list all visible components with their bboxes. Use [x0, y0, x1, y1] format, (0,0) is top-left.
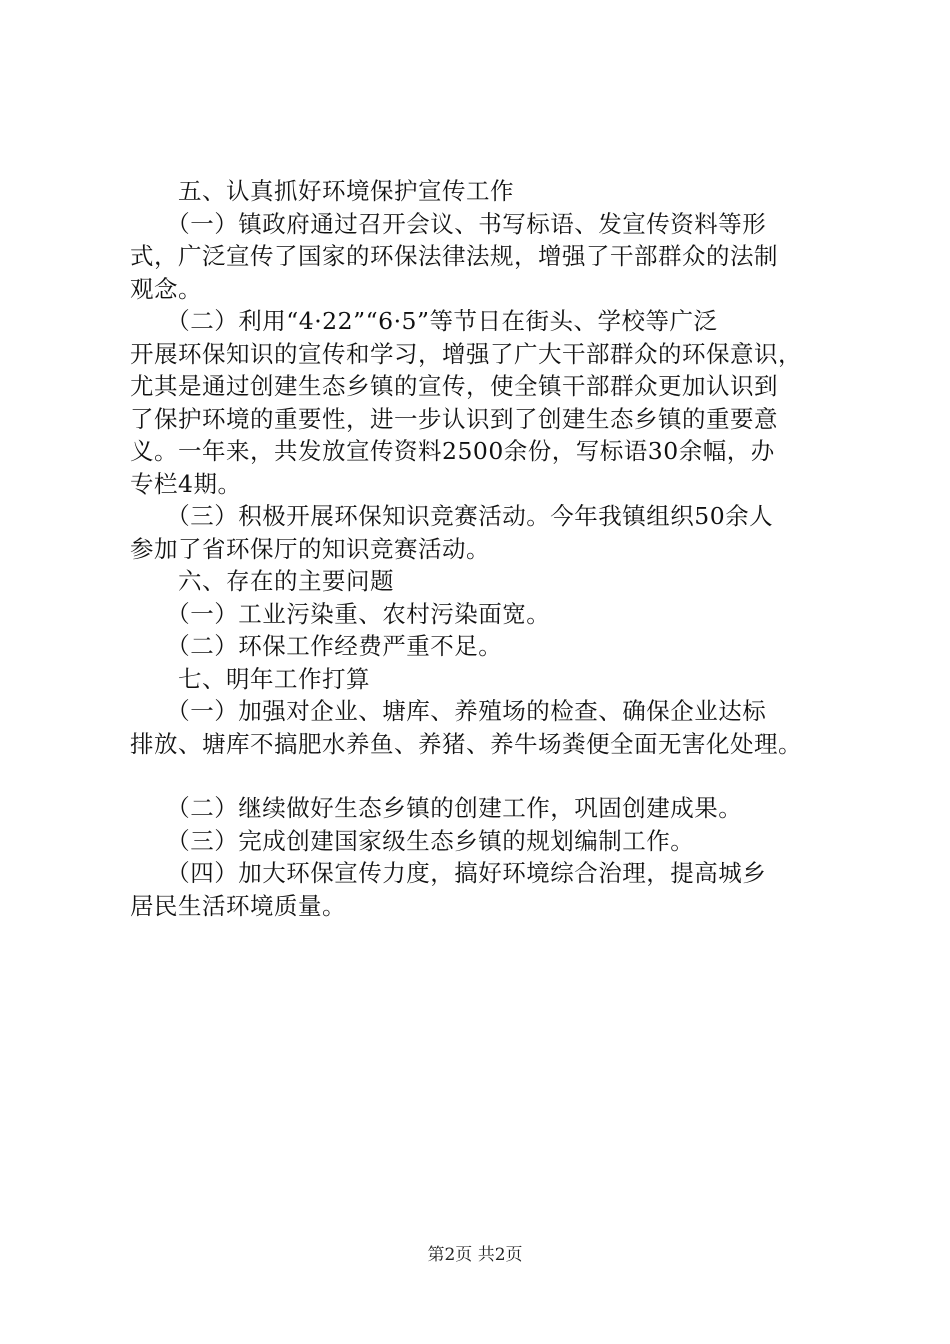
- paragraph-line: （三）积极开展环保知识竞赛活动。今年我镇组织50余人: [130, 502, 774, 530]
- section-heading-5: 五、认真抓好环境保护宣传工作: [130, 177, 514, 205]
- paragraph-line: 开展环保知识的宣传和学习，增强了广大干部群众的环保意识，: [130, 339, 802, 368]
- blank-line: [130, 760, 830, 792]
- page-number-footer: 第2页 共2页: [427, 1245, 523, 1265]
- paragraph-line: 尤其是通过创建生态乡镇的宣传，使全镇干部群众更加认识到: [130, 372, 778, 400]
- document-body: [130, 175, 830, 922]
- paragraph-line: 观念。: [130, 274, 202, 303]
- paragraph-line: （二）利用“4·22”“6·5”等节日在街头、学校等广泛: [130, 307, 718, 335]
- paragraph-line: （三）完成创建国家级生态乡镇的规划编制工作。: [130, 826, 695, 855]
- section-heading-6: 六、存在的主要问题: [130, 567, 394, 595]
- paragraph-line: 式，广泛宣传了国家的环保法律法规，增强了干部群众的法制: [130, 242, 778, 270]
- paragraph-line: （一）镇政府通过召开会议、书写标语、发宣传资料等形: [130, 209, 767, 238]
- section-heading-7: 七、明年工作打算: [130, 664, 370, 693]
- paragraph-line: （一）工业污染重、农村污染面宽。: [130, 599, 551, 628]
- paragraph-line: （四）加大环保宣传力度，搞好环境综合治理，提高城乡: [130, 859, 767, 887]
- paragraph-line: 了保护环境的重要性，进一步认识到了创建生态乡镇的重要意: [130, 404, 778, 433]
- paragraph-line: 排放、塘库不搞肥水养鱼、养猪、养牛场粪便全面无害化处理。: [130, 729, 802, 758]
- paragraph-line: （二）继续做好生态乡镇的创建工作，巩固创建成果。: [130, 794, 743, 822]
- paragraph-line: 专栏4期。: [130, 469, 242, 498]
- paragraph-line: 义。一年来，共发放宣传资料2500余份，写标语30余幅，办: [130, 437, 775, 465]
- paragraph-line: 居民生活环境质量。: [130, 891, 346, 920]
- paragraph-line: （二）环保工作经费严重不足。: [130, 632, 503, 660]
- paragraph-line: （一）加强对企业、塘库、养殖场的检查、确保企业达标: [130, 697, 767, 725]
- paragraph-line: 参加了省环保厅的知识竞赛活动。: [130, 534, 490, 563]
